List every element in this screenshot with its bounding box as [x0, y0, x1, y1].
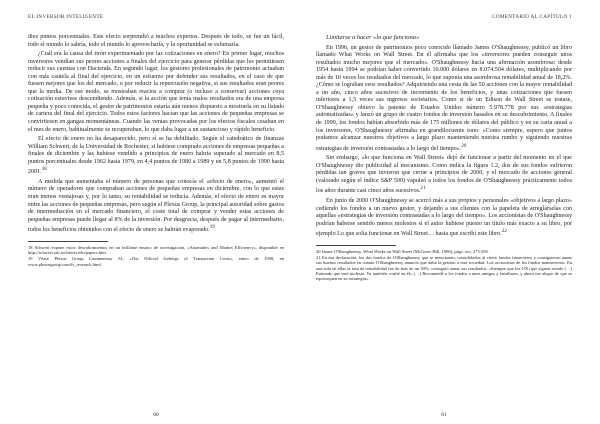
left-body-text: [28, 34, 284, 235]
paragraph-text: En 1996, un gestor de patrimonios poco conocido llamado James O'Shaughnessy, publicó un libro llamado What Works on Wall Street. En él afirmaba que los «inversores pueden conseguir unos resultados mucho mejores que el mercado». O'Shaughnessy hacía una afirmación asombrosa: desde 1954 hasta 1994 se podrían haber convertido 10.000 dólares en 8.074.504 dólares, multiplicando por más de 10 veces los resultados del mercado, lo que suponía una asombrosa rentabilidad anual de 18,2%. ¿Cómo se lograban esos resultados? Adquiriendo una cesta de las 50 acciones con la mayor rentabilidad a un año, cinco años sucesivos de incremento de los beneficios, y unas cotizaciones que fuesen inferiores a 1,5 veces sus ingresos societarios. Como si de un Edison de Wall Street se tratase, O'Shaughnessy obtuvo la patente de Estados Unidos número 5.978.778 por sus «estrategias automatizadas» y lanzó un grupo de cuatro fondos de inversión basados en su descubrimiento. A finales de 1999, los fondos habían absorbido más de 175 millones de dólares del público y en su carta anual a los inversores, O'Shaughnessy afirmaba en grandilocuente tono: «Como siempre, espero que juntos podamos alcanzar nuestros objetivos a largo plazo manteniendo nuestra rumbo y siguiendo nuestras estrategias de inversión contrastadas a lo largo del tiempo».: [316, 44, 572, 152]
footnote: 18 Schwert expone estos descubrimientos en un brillante ensayo de investigación, «Anomalies and Market Efficiency», disponible en http://schwert.ssb.rochester.edu/papers.htm.: [28, 244, 284, 256]
paragraph: ¿Cuál era la causa del tirón experimentado por las cotizaciones en enero? En primer lugar, muchos inversores vendían sus peores acciones a finales del ejercicio para generar pérdidas que les permitiesen reducir sus cuentas con Hacienda. En segundo lugar, los gestores profesionales de patrimonio actuaban con más cautela al final del ejercicio, en un esfuerzo por defender sus resultados, en el caso de que fuesen mejores que los del mercado, o por reducir la repercusión negativa, si sus resultados eran peores que la media. De ese modo, se mostraban reacios a comprar (o incluso a conservar) acciones cuya cotización estuviese descendiendo. Además, si la acción que tenía malos resultados era de una empresa pequeña y poco conocida, el gestor de patrimonios estaría aún menos dispuesto a mostrarla en su listado de cartera del final del ejercicio. Todos estos factores hacían que las acciones de pequeñas empresas se convirtiesen en gangas momentáneas. Cuando las ventas provocadas por los efectos fiscales cesaban en el mes de enero, habitualmente se recuperaban, lo que daba lugar a un sustancioso y rápido beneficio.: [28, 51, 284, 133]
paragraph-text: En junio de 2000 O'Shaughnessy se acercó más a sus propios y personales «objetivos a largo plazo» cediendo los fondos a un nuevo gestor, y dejando a sus clientes con la papeleta de arreglárselas con aquellas «estrategias de inversión contrastadas a lo largo del tiempo». Los accionistas de O'Shaughnessy podrían haberse sentido menos molestos si el autor hubiese puesto un título más exacto a su libro, por ejemplo Lo que solía funcionar en Wall Street… hasta que escribí este libro.: [316, 198, 572, 238]
paragraph: [316, 198, 572, 239]
page-number-left: 60: [153, 412, 159, 418]
footnote-divider: [28, 241, 108, 242]
footnote-ref: 22: [501, 228, 507, 235]
footnote-ref: 18: [41, 166, 47, 173]
section-title: Limitarse a hacer «lo que funciona»: [326, 34, 420, 41]
footnote-ref: 19: [209, 224, 215, 231]
paragraph-text: Sin embargo, «lo que funciona en Wall Street» dejó de funcionar a partir del momento en el que O'Shaughnessy dio publicidad al mecanismo. Como indica la figura 1.2, dos de sus fondos sufrieron pérdidas tan graves que tuvieron que cerrar a principios de 2000, y el mercado de acciones general (valorado según el índice S&P 500) vapuleó a todos los fondos de O'Shaughnessy prácticamente todos los años durante casi cinco años sucesivos.: [316, 155, 572, 195]
paragraph-text: El efecto de enero no ha desaparecido, pero sí se ha debilitado. Según el catedrático de finanzas William Schwert, de la Universidad de Rochester, si hubiese comprado acciones de empresas pequeñas a finales de diciembre y las hubiese vendido a principios de enero habría superado al mercado en 8,5 puntos porcentuales desde 1962 hasta 1979, en 4,4 puntos de 1980 a 1989 y en 5,8 puntos de 1990 hasta 2001.: [28, 136, 284, 176]
right-page: [300, 0, 600, 424]
right-body-text: [316, 34, 572, 239]
page-number-right: 61: [441, 412, 447, 418]
running-head-right: COMENTARIO AL CAPÍTULO 1: [492, 14, 572, 20]
footnote: 20 James O'Shaughnessy, What Works on Wall Street (McGraw-Hill, 1996), págs. xvi, 273-295.: [316, 248, 490, 254]
paragraph-text: A medida que aumentaba el número de personas que conocía el «efecto de enero», aumentó el número de operadores que compraban acciones de pequeñas empresas en diciembre, con lo que estas eran menos ventajosas y, por lo tanto, su rentabilidad se reducía. Además, el efecto de enero es mayor entre las acciones de pequeñas empresas, pero según el Plexus Group, la principal autoridad sobre gastos de intermediación en el mercado financiero, el coste total de comprar y vender estas acciones de pequeñas empresas puede llegar al 8% de la inversión. Por desgracia, después de pagar al intermediario, todos los beneficios obtenidos con el efecto de enero se habrán evaporado.: [28, 178, 284, 234]
paragraph: [316, 155, 572, 196]
footnote-ref: 21: [420, 185, 426, 192]
left-footnotes: [28, 245, 284, 267]
paragraph: [28, 136, 284, 177]
paragraph: diez puntos porcentuales. Este efecto sorprendió a muchos expertos. Después de todo, se fue un fácil, todo el mundo lo sabría, todo el mundo lo aprovecharía, y la oportunidad se esfumaría.: [28, 34, 284, 48]
paragraph: [28, 179, 284, 235]
paragraph: [316, 45, 572, 154]
footnote-ref: 20: [461, 142, 467, 149]
footnote: 21 En esa declaración, los dos fondos de O'Shaughnessy que se mencionan, consolidados al cierre fondos financieros y consiguieron aunar sus buenos resultados en cuanto O'Shaughnessy anunció que daba la gestión a otra sociedad. Los accionistas de los fondos mantuvieron. En una sola de ellas la tasa de rentabilidad fue de más de un 50%; consiguió aunar sus resultados. «Siempre que los O'S (que siguen siendo (…) Entiendo que esté molesto. Ya también confié en él» (…) Recomendé a los fondos a unos amigos y familiares, y ahora me alegro de que se equivoquen en su estrategia».: [316, 255, 572, 282]
running-head-left: EL INVERSOR INTELIGENTE: [28, 14, 104, 20]
footnote-divider: [316, 245, 396, 246]
right-footnotes: [316, 249, 572, 282]
footnote: 19 Véase Plexus Group Commentary 54, «The Official Icebergs of Transaction Costs», enero de 1998, en www.plexusgroup.com/fs_research.html.: [28, 256, 284, 267]
